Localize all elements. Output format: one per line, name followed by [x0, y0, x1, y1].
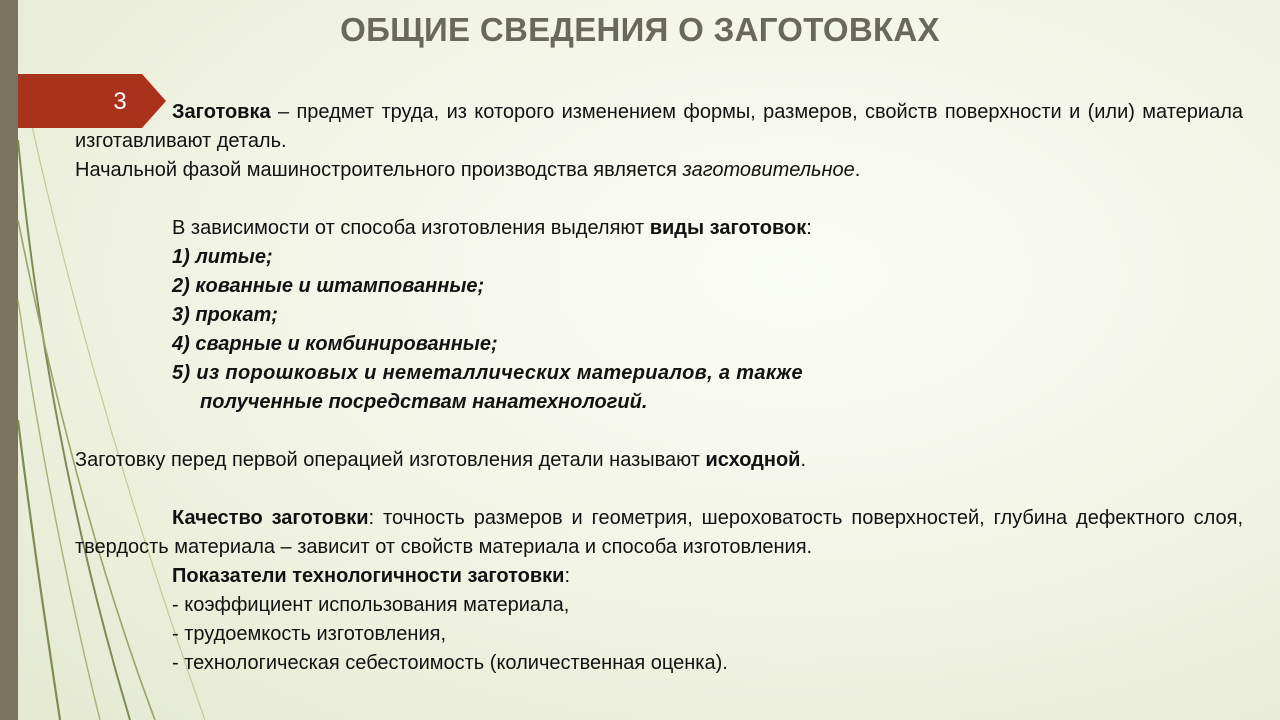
indicators-item-2: - трудоемкость изготовления, — [172, 623, 447, 645]
initial-text: Заготовку перед первой операцией изготовления детали называют — [75, 449, 706, 471]
quality-paragraph — [75, 504, 1243, 562]
indicators-term: Показатели технологичности заготовки — [172, 565, 565, 587]
definition-term: Заготовка — [172, 101, 271, 123]
initial-term: исходной — [705, 449, 801, 471]
indicators-item-1: - коэффициент использования материала, — [172, 594, 570, 616]
quality-text: : точность размеров и геометрия, шероховатость поверхностей, глубина дефектного слоя, твердость материала – зависит от свойств материала и способа изготовления. — [75, 507, 1243, 558]
phase-text: Начальной фазой машиностроительного производства является — [75, 159, 683, 181]
types-colon: : — [806, 217, 812, 239]
types-intro-text: В зависимости от способа изготовления выделяют — [172, 217, 650, 239]
phase-emphasis: заготовительное — [682, 159, 855, 181]
types-item-5-continuation: полученные посредствам нанатехнологий. — [200, 391, 648, 413]
initial-paragraph — [75, 446, 1243, 475]
quality-term: Качество заготовки — [172, 507, 369, 529]
types-term: виды заготовок — [649, 217, 807, 239]
definition-paragraph — [75, 98, 1243, 156]
types-intro — [75, 214, 1243, 243]
types-item-1: 1) литые; — [172, 246, 273, 268]
initial-end: . — [800, 449, 807, 471]
phase-paragraph — [75, 156, 1243, 185]
phase-end: . — [854, 159, 861, 181]
types-item-3: 3) прокат; — [172, 304, 278, 326]
indicators-colon: : — [564, 565, 571, 587]
types-item-5: 5) из порошковых и неметаллических материалов, а также — [172, 362, 803, 384]
page-number: 3 — [113, 88, 127, 115]
indicators-item-3: - технологическая себестоимость (количественная оценка). — [172, 652, 728, 674]
slide-content — [75, 98, 1243, 678]
indicators-heading — [75, 562, 1243, 591]
slide-title: ОБЩИЕ СВЕДЕНИЯ О ЗАГОТОВКАХ — [340, 11, 940, 48]
definition-text: – предмет труда, из которого изменением формы, размеров, свойств поверхности и (или) материала изготавливают деталь. — [75, 101, 1243, 152]
types-item-2: 2) кованные и штампованные; — [172, 275, 485, 297]
types-item-4: 4) сварные и комбинированные; — [172, 333, 498, 355]
